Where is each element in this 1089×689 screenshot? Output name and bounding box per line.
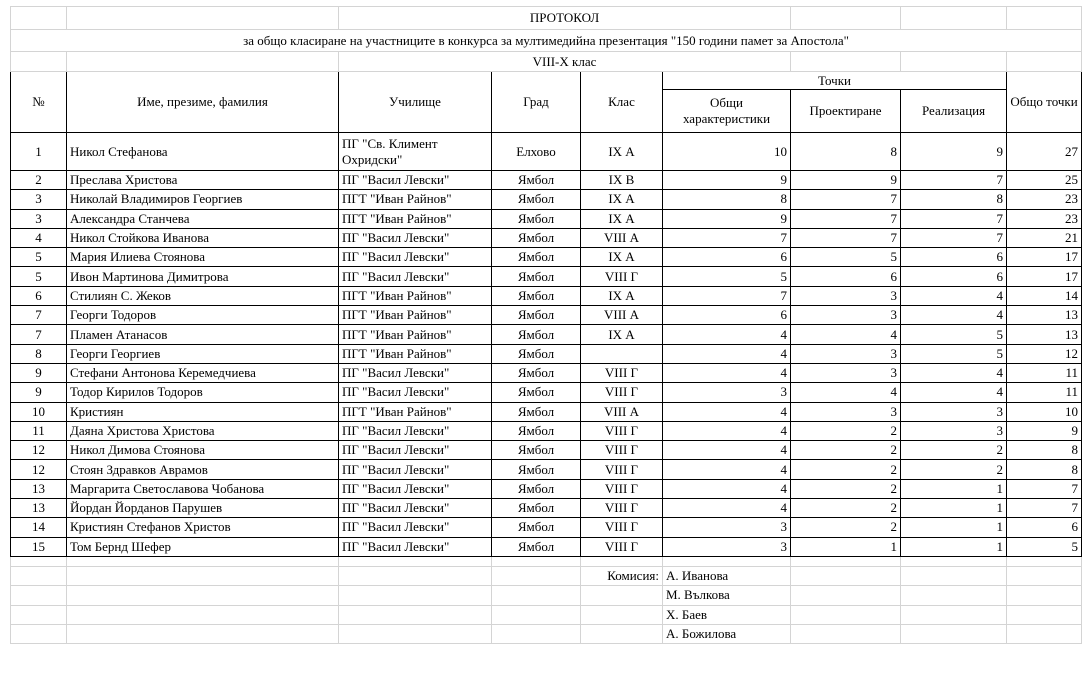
class-cell[interactable]: VIII Г: [581, 363, 663, 382]
school-cell[interactable]: ПГ "Св. Климент Охридски": [339, 133, 492, 171]
city-cell[interactable]: Ямбол: [492, 421, 581, 440]
name-cell[interactable]: Маргарита Светославова Чобанова: [67, 479, 339, 498]
name-cell[interactable]: Стилиян С. Жеков: [67, 286, 339, 305]
general-points-cell[interactable]: 4: [663, 325, 791, 344]
class-cell[interactable]: VIII Г: [581, 479, 663, 498]
general-points-cell[interactable]: 4: [663, 363, 791, 382]
general-points-cell[interactable]: 10: [663, 133, 791, 171]
name-cell[interactable]: Никол Димова Стоянова: [67, 441, 339, 460]
name-cell[interactable]: Георги Тодоров: [67, 306, 339, 325]
city-cell[interactable]: Ямбол: [492, 171, 581, 190]
design-points-cell[interactable]: 4: [791, 383, 901, 402]
header-city: Град: [492, 72, 581, 133]
general-points-cell[interactable]: 3: [663, 383, 791, 402]
realization-points-cell[interactable]: 1: [901, 518, 1007, 537]
design-points-cell[interactable]: 2: [791, 479, 901, 498]
realization-points-cell[interactable]: 7: [901, 171, 1007, 190]
realization-points-cell[interactable]: 6: [901, 267, 1007, 286]
name-cell[interactable]: Никол Стойкова Иванова: [67, 228, 339, 247]
class-cell[interactable]: IX А: [581, 190, 663, 209]
rank-cell[interactable]: 10: [11, 402, 67, 421]
commission-member: Х. Баев: [663, 605, 791, 624]
design-points-cell[interactable]: 6: [791, 267, 901, 286]
rank-cell[interactable]: 11: [11, 421, 67, 440]
name-cell[interactable]: Пламен Атанасов: [67, 325, 339, 344]
table-row: [11, 479, 1082, 498]
class-cell[interactable]: IX В: [581, 171, 663, 190]
total-points-cell[interactable]: 13: [1007, 325, 1082, 344]
name-cell[interactable]: Николай Владимиров Георгиев: [67, 190, 339, 209]
total-points-cell[interactable]: 8: [1007, 460, 1082, 479]
school-cell[interactable]: ПГТ "Иван Райнов": [339, 209, 492, 228]
general-points-cell[interactable]: 3: [663, 537, 791, 556]
school-cell[interactable]: ПГ "Васил Левски": [339, 248, 492, 267]
design-points-cell[interactable]: 2: [791, 460, 901, 479]
name-cell[interactable]: Том Бернд Шефер: [67, 537, 339, 556]
rank-cell[interactable]: 3: [11, 190, 67, 209]
design-points-cell[interactable]: 2: [791, 441, 901, 460]
class-cell[interactable]: VIII Г: [581, 518, 663, 537]
rank-cell[interactable]: 9: [11, 363, 67, 382]
rank-cell[interactable]: 9: [11, 383, 67, 402]
city-cell[interactable]: Ямбол: [492, 286, 581, 305]
school-cell[interactable]: ПГ "Васил Левски": [339, 383, 492, 402]
class-cell[interactable]: VIII Г: [581, 421, 663, 440]
realization-points-cell[interactable]: 9: [901, 133, 1007, 171]
rank-cell[interactable]: 1: [11, 133, 67, 171]
commission-row: [11, 605, 1082, 624]
school-cell[interactable]: ПГ "Васил Левски": [339, 228, 492, 247]
protocol-spreadsheet: [10, 6, 1082, 644]
realization-points-cell[interactable]: 2: [901, 441, 1007, 460]
name-cell[interactable]: Преслава Христова: [67, 171, 339, 190]
commission-member: М. Вълкова: [663, 586, 791, 605]
name-cell[interactable]: Йордан Йорданов Парушев: [67, 499, 339, 518]
general-points-cell[interactable]: 4: [663, 344, 791, 363]
header-realization: Реализация: [901, 90, 1007, 133]
table-row: [11, 228, 1082, 247]
table-row: [11, 306, 1082, 325]
school-cell[interactable]: ПГ "Васил Левски": [339, 267, 492, 286]
design-points-cell[interactable]: 8: [791, 133, 901, 171]
school-cell[interactable]: ПГТ "Иван Райнов": [339, 286, 492, 305]
city-cell[interactable]: Ямбол: [492, 460, 581, 479]
rank-cell[interactable]: 15: [11, 537, 67, 556]
rank-cell[interactable]: 8: [11, 344, 67, 363]
realization-points-cell[interactable]: 4: [901, 363, 1007, 382]
city-cell[interactable]: Ямбол: [492, 499, 581, 518]
class-cell[interactable]: IX А: [581, 325, 663, 344]
rank-cell[interactable]: 4: [11, 228, 67, 247]
rank-cell[interactable]: 3: [11, 209, 67, 228]
total-points-cell[interactable]: 11: [1007, 383, 1082, 402]
header-school: Училище: [339, 72, 492, 133]
total-points-cell[interactable]: 23: [1007, 209, 1082, 228]
design-points-cell[interactable]: 2: [791, 499, 901, 518]
total-points-cell[interactable]: 10: [1007, 402, 1082, 421]
design-points-cell[interactable]: 4: [791, 325, 901, 344]
realization-points-cell[interactable]: 8: [901, 190, 1007, 209]
general-points-cell[interactable]: 6: [663, 248, 791, 267]
total-points-cell[interactable]: 8: [1007, 441, 1082, 460]
total-points-cell[interactable]: 11: [1007, 363, 1082, 382]
general-points-cell[interactable]: 7: [663, 228, 791, 247]
name-cell[interactable]: Стоян Здравков Аврамов: [67, 460, 339, 479]
design-points-cell[interactable]: 3: [791, 363, 901, 382]
table-row: [11, 537, 1082, 556]
realization-points-cell[interactable]: 3: [901, 402, 1007, 421]
name-cell[interactable]: Тодор Кирилов Тодоров: [67, 383, 339, 402]
table-row: [11, 460, 1082, 479]
class-cell[interactable]: VIII А: [581, 306, 663, 325]
commission-label: Комисия:: [581, 566, 663, 585]
school-cell[interactable]: ПГТ "Иван Райнов": [339, 325, 492, 344]
realization-points-cell[interactable]: 5: [901, 325, 1007, 344]
total-points-cell[interactable]: 25: [1007, 171, 1082, 190]
table-row: [11, 325, 1082, 344]
rank-cell[interactable]: 13: [11, 499, 67, 518]
city-cell[interactable]: Ямбол: [492, 306, 581, 325]
spacer-row: [11, 556, 1082, 566]
school-cell[interactable]: ПГТ "Иван Райнов": [339, 306, 492, 325]
header-general: Общи характеристики: [663, 90, 791, 133]
design-points-cell[interactable]: 3: [791, 306, 901, 325]
total-points-cell[interactable]: 5: [1007, 537, 1082, 556]
name-cell[interactable]: Кристиян: [67, 402, 339, 421]
total-points-cell[interactable]: 17: [1007, 267, 1082, 286]
design-points-cell[interactable]: 3: [791, 286, 901, 305]
table-row: [11, 171, 1082, 190]
table-row: [11, 402, 1082, 421]
table-row: [11, 363, 1082, 382]
general-points-cell[interactable]: 7: [663, 286, 791, 305]
class-cell[interactable]: IX А: [581, 209, 663, 228]
grade-range: VIII-X клас: [339, 52, 791, 72]
city-cell[interactable]: Ямбол: [492, 518, 581, 537]
total-points-cell[interactable]: 13: [1007, 306, 1082, 325]
table-row: [11, 133, 1082, 171]
realization-points-cell[interactable]: 1: [901, 479, 1007, 498]
commission-member: А. Иванова: [663, 566, 791, 585]
city-cell[interactable]: Ямбол: [492, 344, 581, 363]
total-points-cell[interactable]: 23: [1007, 190, 1082, 209]
city-cell[interactable]: Ямбол: [492, 267, 581, 286]
rank-cell[interactable]: 2: [11, 171, 67, 190]
class-cell[interactable]: IX А: [581, 286, 663, 305]
school-cell[interactable]: ПГ "Васил Левски": [339, 537, 492, 556]
realization-points-cell[interactable]: 4: [901, 383, 1007, 402]
city-cell[interactable]: Ямбол: [492, 441, 581, 460]
school-cell[interactable]: ПГ "Васил Левски": [339, 479, 492, 498]
class-cell[interactable]: IX А: [581, 133, 663, 171]
design-points-cell[interactable]: 2: [791, 518, 901, 537]
rank-cell[interactable]: 13: [11, 479, 67, 498]
name-cell[interactable]: Никол Стефанова: [67, 133, 339, 171]
design-points-cell[interactable]: 2: [791, 421, 901, 440]
table-row: [11, 344, 1082, 363]
school-cell[interactable]: ПГТ "Иван Райнов": [339, 190, 492, 209]
school-cell[interactable]: ПГ "Васил Левски": [339, 499, 492, 518]
class-cell[interactable]: VIII Г: [581, 460, 663, 479]
header-points: Точки: [663, 72, 1007, 90]
general-points-cell[interactable]: 9: [663, 209, 791, 228]
class-cell[interactable]: VIII А: [581, 402, 663, 421]
general-points-cell[interactable]: 4: [663, 441, 791, 460]
rank-cell[interactable]: 6: [11, 286, 67, 305]
general-points-cell[interactable]: 9: [663, 171, 791, 190]
school-cell[interactable]: ПГ "Васил Левски": [339, 363, 492, 382]
realization-points-cell[interactable]: 4: [901, 306, 1007, 325]
class-cell[interactable]: [581, 344, 663, 363]
city-cell[interactable]: Ямбол: [492, 537, 581, 556]
commission-row: [11, 624, 1082, 643]
design-points-cell[interactable]: 7: [791, 228, 901, 247]
total-points-cell[interactable]: 17: [1007, 248, 1082, 267]
rank-cell[interactable]: 7: [11, 306, 67, 325]
header-no: №: [11, 72, 67, 133]
total-points-cell[interactable]: 7: [1007, 479, 1082, 498]
school-cell[interactable]: ПГ "Васил Левски": [339, 518, 492, 537]
school-cell[interactable]: ПГ "Васил Левски": [339, 421, 492, 440]
school-cell[interactable]: ПГТ "Иван Райнов": [339, 402, 492, 421]
class-cell[interactable]: VIII А: [581, 228, 663, 247]
general-points-cell[interactable]: 4: [663, 460, 791, 479]
realization-points-cell[interactable]: 2: [901, 460, 1007, 479]
rank-cell[interactable]: 12: [11, 441, 67, 460]
name-cell[interactable]: Даяна Христова Христова: [67, 421, 339, 440]
table-row: [11, 286, 1082, 305]
class-cell[interactable]: VIII Г: [581, 499, 663, 518]
total-points-cell[interactable]: 9: [1007, 421, 1082, 440]
class-cell[interactable]: VIII Г: [581, 383, 663, 402]
city-cell[interactable]: Ямбол: [492, 479, 581, 498]
general-points-cell[interactable]: 4: [663, 421, 791, 440]
commission-row: [11, 566, 1082, 585]
city-cell[interactable]: Ямбол: [492, 248, 581, 267]
name-cell[interactable]: Стефани Антонова Керемедчиева: [67, 363, 339, 382]
total-points-cell[interactable]: 6: [1007, 518, 1082, 537]
realization-points-cell[interactable]: 4: [901, 286, 1007, 305]
general-points-cell[interactable]: 4: [663, 479, 791, 498]
name-cell[interactable]: Мария Илиева Стоянова: [67, 248, 339, 267]
city-cell[interactable]: Ямбол: [492, 383, 581, 402]
name-cell[interactable]: Ивон Мартинова Димитрова: [67, 267, 339, 286]
name-cell[interactable]: Александра Станчева: [67, 209, 339, 228]
commission-row: [11, 586, 1082, 605]
class-cell[interactable]: VIII Г: [581, 537, 663, 556]
rank-cell[interactable]: 5: [11, 267, 67, 286]
table-row: [11, 518, 1082, 537]
school-cell[interactable]: ПГ "Васил Левски": [339, 460, 492, 479]
city-cell[interactable]: Ямбол: [492, 209, 581, 228]
header-design: Проектиране: [791, 90, 901, 133]
table-row: [11, 383, 1082, 402]
total-points-cell[interactable]: 12: [1007, 344, 1082, 363]
design-points-cell[interactable]: 9: [791, 171, 901, 190]
table-row: [11, 441, 1082, 460]
name-cell[interactable]: Георги Георгиев: [67, 344, 339, 363]
realization-points-cell[interactable]: 3: [901, 421, 1007, 440]
header-total: Общо точки: [1007, 72, 1082, 133]
name-cell[interactable]: Кристиян Стефанов Христов: [67, 518, 339, 537]
table-row: [11, 248, 1082, 267]
rank-cell[interactable]: 12: [11, 460, 67, 479]
commission-member: А. Божилова: [663, 624, 791, 643]
city-cell[interactable]: Ямбол: [492, 363, 581, 382]
table-row: [11, 499, 1082, 518]
design-points-cell[interactable]: 3: [791, 344, 901, 363]
realization-points-cell[interactable]: 7: [901, 228, 1007, 247]
city-cell[interactable]: Елхово: [492, 133, 581, 171]
total-points-cell[interactable]: 21: [1007, 228, 1082, 247]
rank-cell[interactable]: 5: [11, 248, 67, 267]
class-cell[interactable]: VIII Г: [581, 441, 663, 460]
table-row: [11, 421, 1082, 440]
general-points-cell[interactable]: 6: [663, 306, 791, 325]
design-points-cell[interactable]: 3: [791, 402, 901, 421]
protocol-title: ПРОТОКОЛ: [339, 7, 791, 30]
table-row: [11, 190, 1082, 209]
table-row: [11, 209, 1082, 228]
school-cell[interactable]: ПГ "Васил Левски": [339, 171, 492, 190]
rank-cell[interactable]: 7: [11, 325, 67, 344]
rank-cell[interactable]: 14: [11, 518, 67, 537]
school-cell[interactable]: ПГ "Васил Левски": [339, 441, 492, 460]
total-points-cell[interactable]: 27: [1007, 133, 1082, 171]
realization-points-cell[interactable]: 6: [901, 248, 1007, 267]
general-points-cell[interactable]: 4: [663, 499, 791, 518]
city-cell[interactable]: Ямбол: [492, 228, 581, 247]
city-cell[interactable]: Ямбол: [492, 402, 581, 421]
realization-points-cell[interactable]: 1: [901, 499, 1007, 518]
school-cell[interactable]: ПГТ "Иван Райнов": [339, 344, 492, 363]
header-name: Име, презиме, фамилия: [67, 72, 339, 133]
realization-points-cell[interactable]: 7: [901, 209, 1007, 228]
total-points-cell[interactable]: 7: [1007, 499, 1082, 518]
general-points-cell[interactable]: 8: [663, 190, 791, 209]
design-points-cell[interactable]: 5: [791, 248, 901, 267]
general-points-cell[interactable]: 5: [663, 267, 791, 286]
total-points-cell[interactable]: 14: [1007, 286, 1082, 305]
header-class: Клас: [581, 72, 663, 133]
table-row: [11, 267, 1082, 286]
city-cell[interactable]: Ямбол: [492, 325, 581, 344]
protocol-subtitle: за общо класиране на участниците в конкурса за мултимедийна презентация "150 години памет за Апостола": [11, 30, 1082, 52]
design-points-cell[interactable]: 1: [791, 537, 901, 556]
class-cell[interactable]: IX А: [581, 248, 663, 267]
city-cell[interactable]: Ямбол: [492, 190, 581, 209]
design-points-cell[interactable]: 7: [791, 209, 901, 228]
realization-points-cell[interactable]: 5: [901, 344, 1007, 363]
general-points-cell[interactable]: 3: [663, 518, 791, 537]
realization-points-cell[interactable]: 1: [901, 537, 1007, 556]
class-cell[interactable]: VIII Г: [581, 267, 663, 286]
general-points-cell[interactable]: 4: [663, 402, 791, 421]
design-points-cell[interactable]: 7: [791, 190, 901, 209]
